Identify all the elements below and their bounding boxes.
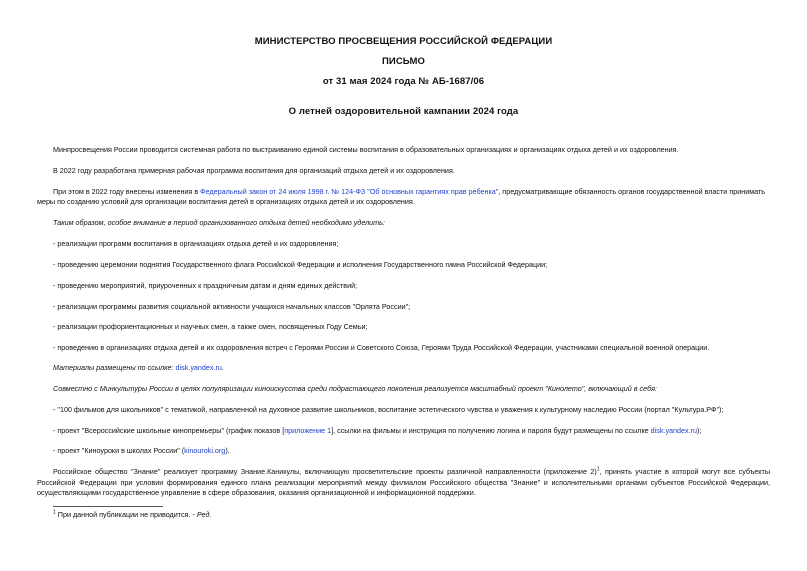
- list-item: - проведению церемонии поднятия Государственного флага Российской Федерации и исполнения Государственного гимна Российской Федерации;: [53, 260, 548, 269]
- document-subject: О летней оздоровительной кампании 2024 года: [288, 106, 519, 117]
- paragraph-3-middle: , предусматривающие обязанность органов государственной власти принимать: [498, 187, 766, 196]
- materials-end: .: [221, 363, 224, 372]
- document-type: ПИСЬМО: [381, 56, 425, 67]
- list-item: - реализации программ воспитания в организациях отдыха детей и их оздоровления;: [53, 239, 339, 248]
- list-item: - проведению мероприятий, приуроченных к праздничным датам и дням единых действий;: [53, 281, 358, 290]
- kinoleto-item-3-start: - проект "Киноуроки в школах России" (: [53, 446, 185, 455]
- footnote-editor: Ред.: [196, 510, 212, 519]
- paragraph-4: Таким образом, особое внимание в период организованного отдыха детей необходимо уделить:: [53, 218, 385, 227]
- kinoleto-item-2-middle: ], ссылки на фильмы и инструкция по получению логина и пароля будут размещены по ссылке: [331, 426, 651, 435]
- kinoleto-item-2-start: - проект "Всероссийские школьные кинопремьеры" (график показов [: [53, 426, 285, 435]
- footnote-divider: [53, 506, 163, 507]
- materials-text: Материалы размещены по ссылке:: [53, 363, 176, 372]
- paragraph-3-continued: меры по созданию условий для организации воспитания детей в организациях отдыха детей и их оздоровления.: [37, 197, 415, 206]
- paragraph-3: [53, 187, 765, 198]
- footnote-reference: 1: [596, 466, 600, 473]
- footnote-mark: 1: [53, 509, 56, 516]
- list-item: - реализации профориентационных и научных смен, а также смен, посвященных Году Семьи;: [53, 322, 368, 331]
- appendix-1-link[interactable]: приложение 1: [284, 426, 332, 435]
- kinoleto-item-2: [53, 426, 765, 437]
- kinouroki-link[interactable]: kinouroki.org: [184, 446, 226, 455]
- footnote-text: При данной публикации не приводится. -: [55, 510, 197, 519]
- list-item: - реализации программы развития социальной активности учащихся начальных классов "Орлята России";: [53, 302, 411, 311]
- disk-yandex-link[interactable]: disk.yandex.ru: [650, 426, 698, 435]
- kinoleto-item-3-end: ).: [225, 446, 230, 455]
- materials-paragraph: [53, 363, 765, 374]
- footnote: [53, 510, 211, 519]
- list-item: - проведению в организациях отдыха детей и их оздоровления встреч с Героями России и Советского Союза, Героями Труда Российской Федерации, участниками специальной военной операции.: [53, 343, 710, 352]
- paragraph-1: [53, 145, 765, 156]
- kinoleto-item-3: [53, 446, 765, 457]
- znanie-text-start: Российское общество "Знание" реализует программу Знание.Каникулы, включающую просветительские проекты различной направленности (приложение 2): [53, 467, 597, 476]
- kinoleto-item-1: - "100 фильмов для школьников" с тематикой, направленной на духовное развитие школьников, воспитание эстетического чувства и уважения к культурному наследию России (портал "Культура.РФ");: [53, 405, 724, 414]
- znanie-paragraph: [37, 467, 770, 499]
- materials-disk-link[interactable]: disk.yandex.ru: [175, 363, 222, 372]
- paragraph-3-start: При этом в 2022 году внесены изменения в: [53, 187, 201, 196]
- paragraph-2: В 2022 году разработана примерная рабочая программа воспитания для организаций отдыха детей и их оздоровления.: [53, 166, 455, 175]
- ministry-title: МИНИСТЕРСТВО ПРОСВЕЩЕНИЯ РОССИЙСКОЙ ФЕДЕРАЦИИ: [254, 36, 553, 47]
- federal-law-link[interactable]: Федеральный закон от 24 июля 1998 г. № 124-ФЗ "Об основных гарантиях прав ребенка": [200, 187, 499, 196]
- paragraph-1-text: Минпросвещения России проводится системная работа по выстраиванию единой системы воспитания в образовательных организациях и организациях отдыха детей и их оздоровления.: [53, 145, 679, 154]
- kinoleto-item-2-end: );: [697, 426, 702, 435]
- kinoleto-intro: Совместно с Минкультуры России в целях популяризации киноискусства среди подрастающего поколения реализуется масштабный проект "Кинолето", включающий в себя:: [53, 384, 657, 393]
- document-date-number: от 31 мая 2024 года № АБ-1687/06: [322, 76, 485, 87]
- znanie-text-end: , принять участие в которой могут все субъекты Российской Федерации при условии формирования единого плана реализации мероприятий между филиалом Российского общества "Знание" и исполнительными органами субъектов Российской Федерации, осуществляющими государственное управление в сфере образования, оказания организационной и информационной поддержки.: [37, 467, 770, 497]
